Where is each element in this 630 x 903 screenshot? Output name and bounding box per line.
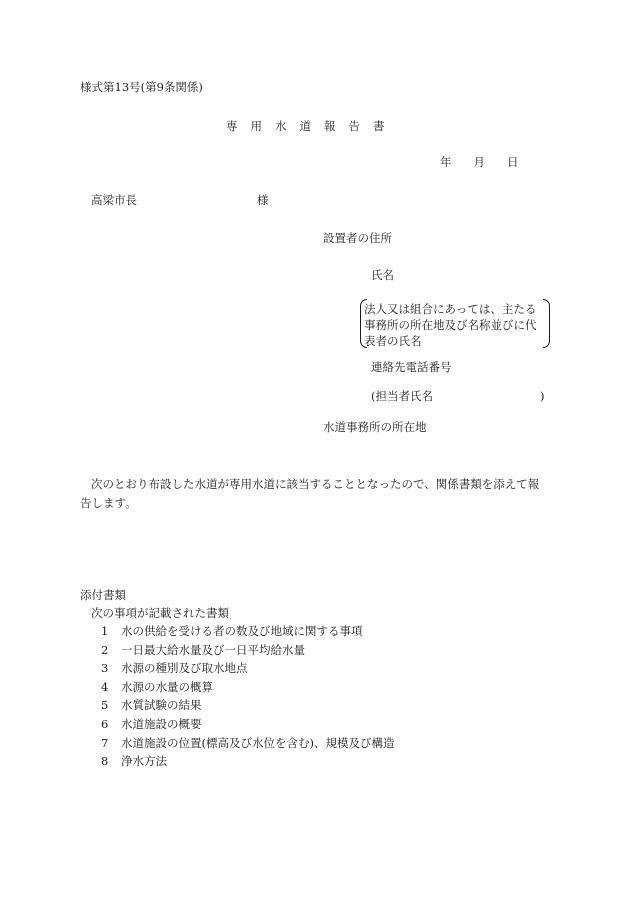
list-item	[101, 756, 394, 775]
title-char: 専	[226, 119, 238, 133]
title-char: 水	[275, 119, 287, 133]
title-char: 報	[324, 119, 336, 133]
attachments-subheading: 次の事項が記載された書類	[91, 606, 229, 620]
form-number: 様式第13号(第9条関係)	[80, 80, 203, 94]
setter-name-label: 氏名	[371, 268, 394, 282]
item-number: 8	[101, 754, 109, 769]
item-number: 4	[101, 679, 109, 694]
document-title	[226, 121, 398, 133]
date-month: 月	[473, 155, 485, 169]
title-char: 用	[250, 119, 262, 133]
body-line: 告します。	[80, 496, 137, 510]
date-line	[440, 157, 541, 169]
honorific: 様	[257, 193, 269, 207]
attachments-list	[101, 626, 394, 775]
item-number: 2	[101, 642, 109, 657]
item-number: 1	[101, 624, 109, 638]
title-char: 告	[348, 119, 360, 133]
date-year: 年	[440, 155, 452, 169]
item-number: 5	[101, 698, 109, 713]
title-char: 書	[373, 119, 385, 133]
item-text: 水質試験の結果	[121, 698, 202, 713]
addressee: 高梁市長	[91, 193, 137, 207]
item-text: 水道施設の位置(標高及び水位を含む)、規模及び構造	[121, 735, 395, 750]
setter-address-label: 設置者の住所	[323, 231, 392, 245]
title-char: 道	[299, 119, 311, 133]
person-in-charge-close: )	[540, 389, 545, 403]
note-line: 表者の氏名	[364, 334, 422, 348]
office-location-label: 水道事務所の所在地	[323, 420, 427, 434]
item-number: 3	[101, 661, 109, 676]
item-number: 6	[101, 716, 109, 731]
report-body	[80, 475, 550, 513]
note-line: 事務所の所在地及び名称並びに代	[364, 318, 537, 332]
person-in-charge-label: (担当者氏名	[371, 389, 433, 403]
item-text: 浄水方法	[121, 754, 167, 769]
note-line: 法人又は組合にあっては、主たる	[364, 302, 537, 316]
item-text: 水源の水量の概算	[121, 679, 213, 694]
body-line: 次のとおり布設した水道が専用水道に該当することとなったので、関係書類を添えて報	[91, 477, 540, 491]
item-text: 一日最大給水量及び一日平均給水量	[121, 642, 305, 657]
contact-phone-label: 連絡先電話番号	[371, 360, 452, 374]
corporation-note-text	[364, 301, 548, 349]
item-text: 水道施設の概要	[121, 716, 202, 731]
item-number: 7	[101, 735, 109, 750]
attachments-heading: 添付書類	[80, 588, 126, 602]
date-day: 日	[507, 155, 519, 169]
item-text: 水の供給を受ける者の数及び地域に関する事項	[121, 624, 363, 638]
corporation-note	[360, 299, 550, 348]
item-text: 水源の種別及び取水地点	[121, 661, 248, 676]
